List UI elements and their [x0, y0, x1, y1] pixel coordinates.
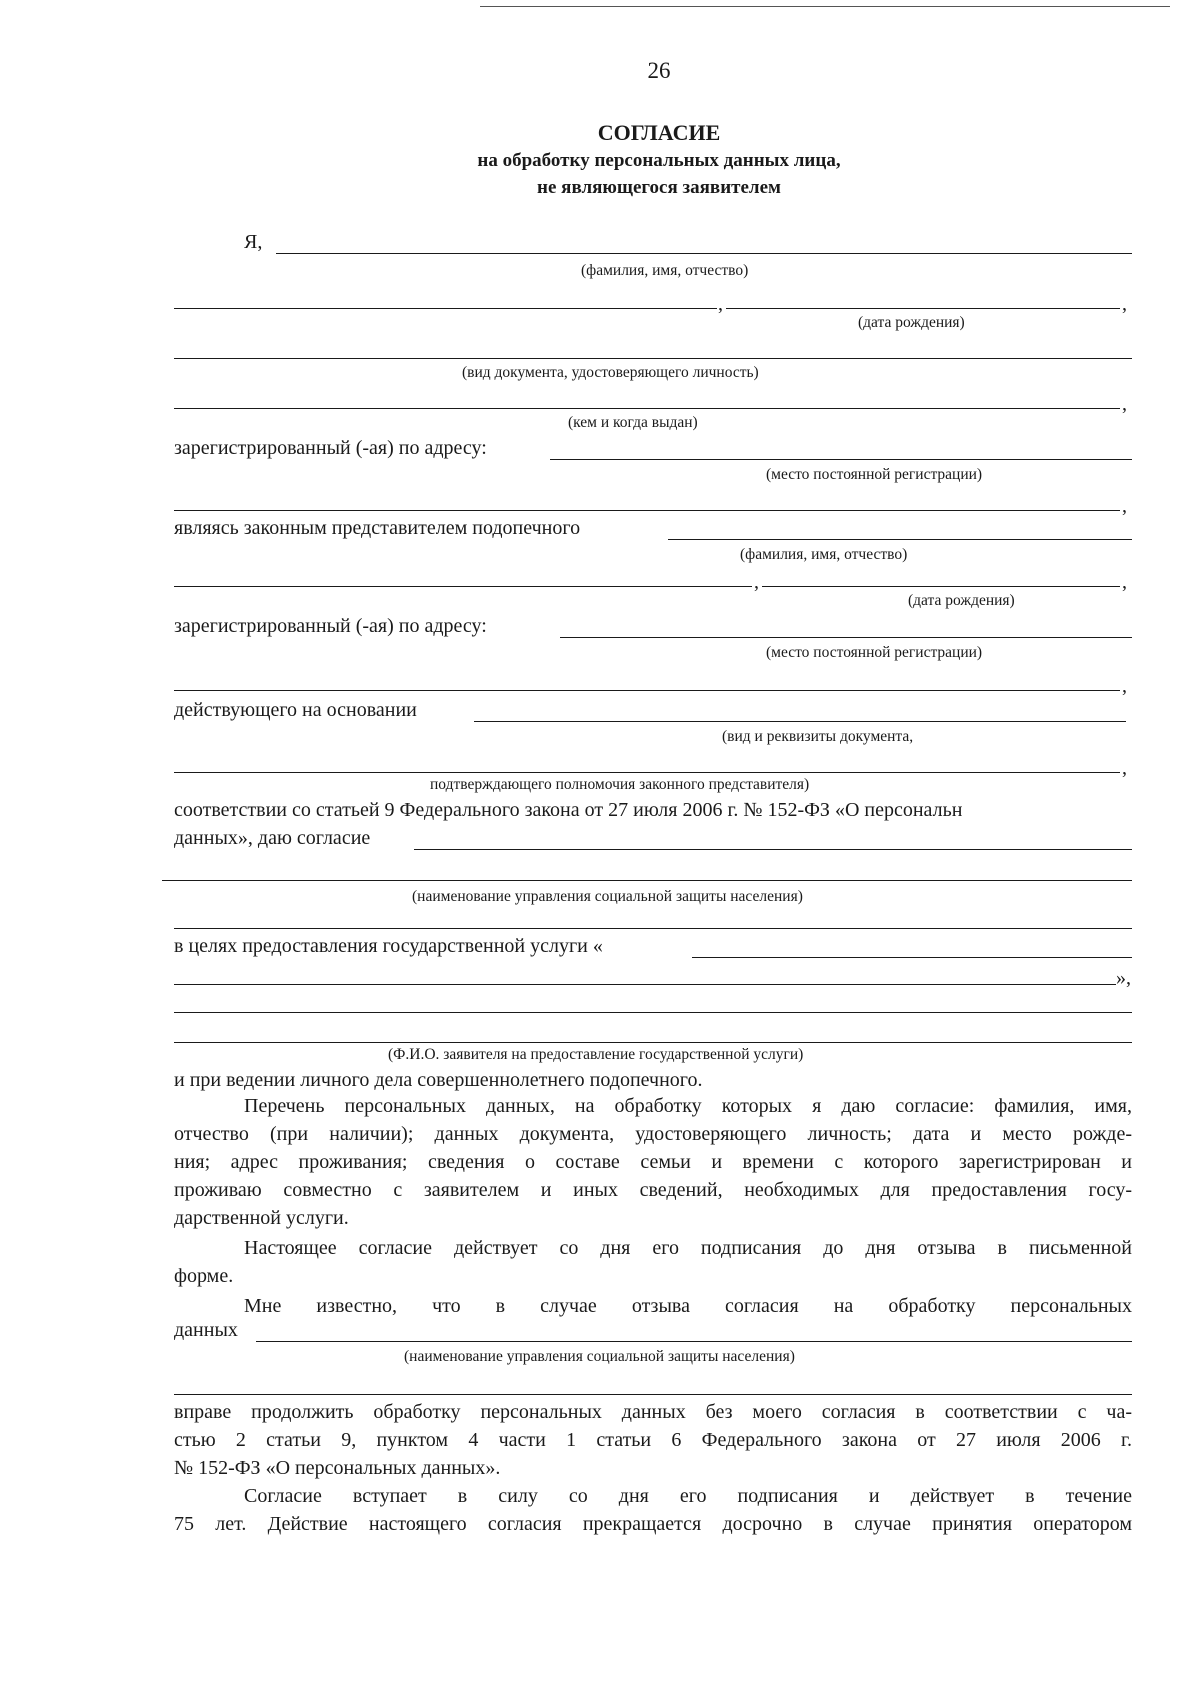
document-title: [0, 118, 1200, 201]
department-field[interactable]: [414, 849, 1132, 850]
row-service-purpose: [174, 934, 1132, 960]
department-field-3[interactable]: [174, 928, 1132, 929]
law-reference-line: соответствии со статьей 9 Федерального закона от 27 июля 2006 г. № 152-ФЗ «О персональн: [174, 799, 963, 821]
caption-ward-birthdate: (дата рождения): [908, 592, 1015, 609]
caption-fio: (фамилия, имя, отчество): [581, 262, 749, 279]
continue-paragraph: вправе продолжить обработку персональных данных без моего согласия в соответствии с ча- стью 2 статьи 9, пунктом 4 части 1 статьи 6 Федерального закона от 27 июля 2006 г. № 152-ФЗ «О персональных данных».: [174, 1401, 1132, 1479]
service-name-field-2[interactable]: [174, 984, 1116, 985]
title-main: СОГЛАСИЕ: [597, 120, 721, 145]
row-registration: [174, 436, 1132, 462]
title-line-2: на обработку персональных данных лица,: [477, 150, 841, 171]
row-registration-2: [174, 614, 1132, 640]
applicant-birthdate-field[interactable]: [726, 308, 1120, 309]
registration-field-2[interactable]: [174, 510, 1120, 511]
ward-registration-field[interactable]: [560, 637, 1132, 638]
caption-doc-details-2: подтверждающего полномочия законного представителя): [430, 776, 810, 793]
representative-label: являясь законным представителем подопечного: [174, 517, 581, 539]
applicant-fio-field[interactable]: [174, 1042, 1132, 1043]
data-list-paragraph: Перечень персональных данных, на обработку которых я даю согласие: фамилия, имя, отчество (при наличии); данных документа, удостоверяющего личность; дата и место рожде- ния; адрес проживания; сведения о составе семьи и времени с которого зарегистрирован и проживаю совместно с заявителем и иных сведений, необходимых для предоставления госу- дарственной услуги.: [174, 1095, 1132, 1229]
ward-registration-field-2[interactable]: [174, 690, 1120, 691]
purpose-close-quote: »,: [1116, 967, 1131, 989]
ward-extra-field[interactable]: [174, 586, 752, 587]
caption-birthdate: (дата рождения): [858, 314, 965, 331]
ward-case-text: и при ведении личного дела совершеннолетнего подопечного.: [174, 1069, 703, 1091]
caption-registration-2: (место постоянной регистрации): [766, 644, 983, 661]
row-applicant-name: [174, 230, 1132, 256]
caption-id-document: (вид документа, удостоверяющего личность): [462, 364, 759, 381]
service-name-field[interactable]: [692, 957, 1132, 958]
caption-issued: (кем и когда выдан): [568, 414, 698, 431]
page-number: 26: [647, 58, 671, 83]
applicant-extra-field[interactable]: [174, 308, 717, 309]
row-revoke-department: [174, 1318, 1132, 1344]
purpose-label: в целях предоставления государственной услуги «: [174, 935, 603, 957]
top-border-line: [480, 6, 1170, 7]
registered-label-2: зарегистрированный (-ая) по адресу:: [174, 615, 487, 637]
registration-field[interactable]: [550, 459, 1132, 460]
i-label: Я,: [244, 231, 263, 253]
id-document-field[interactable]: [174, 358, 1132, 359]
caption-department-2: (наименование управления социальной защиты населения): [404, 1348, 795, 1365]
caption-ward-fio: (фамилия, имя, отчество): [740, 546, 908, 563]
validity-paragraph: Настоящее согласие действует со дня его подписания до дня отзыва в письменной форме.: [174, 1237, 1132, 1287]
ward-birthdate-field[interactable]: [762, 586, 1120, 587]
acting-label: действующего на основании: [174, 699, 417, 721]
department-field-2[interactable]: [162, 880, 1132, 881]
caption-registration: (место постоянной регистрации): [766, 466, 983, 483]
issued-by-field[interactable]: [174, 408, 1120, 409]
registered-label: зарегистрированный (-ая) по адресу:: [174, 437, 487, 459]
consent-label: данных», даю согласие: [174, 827, 371, 849]
term-paragraph: Согласие вступает в силу со дня его подписания и действует в течение 75 лет. Действие настоящего согласия прекращается досрочно в случае принятия оператором: [174, 1485, 1132, 1535]
revoke-department-field-2[interactable]: [174, 1394, 1132, 1395]
basis-document-field-2[interactable]: [174, 772, 1120, 773]
row-representative: [174, 516, 1132, 542]
revoke-department-field[interactable]: [256, 1341, 1132, 1342]
caption-applicant: (Ф.И.О. заявителя на предоставление государственной услуги): [388, 1046, 804, 1063]
basis-document-field[interactable]: [474, 721, 1126, 722]
ward-name-field[interactable]: [668, 539, 1132, 540]
title-line-3: не являющегося заявителем: [537, 177, 781, 198]
applicant-name-field[interactable]: [276, 253, 1132, 254]
revoke-paragraph: Мне известно, что в случае отзыва согласия на обработку персональных: [244, 1295, 1132, 1317]
row-acting-basis: [174, 698, 1132, 724]
caption-doc-details: (вид и реквизиты документа,: [722, 728, 914, 745]
caption-department: (наименование управления социальной защиты населения): [412, 888, 803, 905]
row-consent-to: [174, 826, 1132, 852]
revoke-data-label: данных: [174, 1319, 238, 1341]
service-name-field-3[interactable]: [174, 1012, 1132, 1013]
